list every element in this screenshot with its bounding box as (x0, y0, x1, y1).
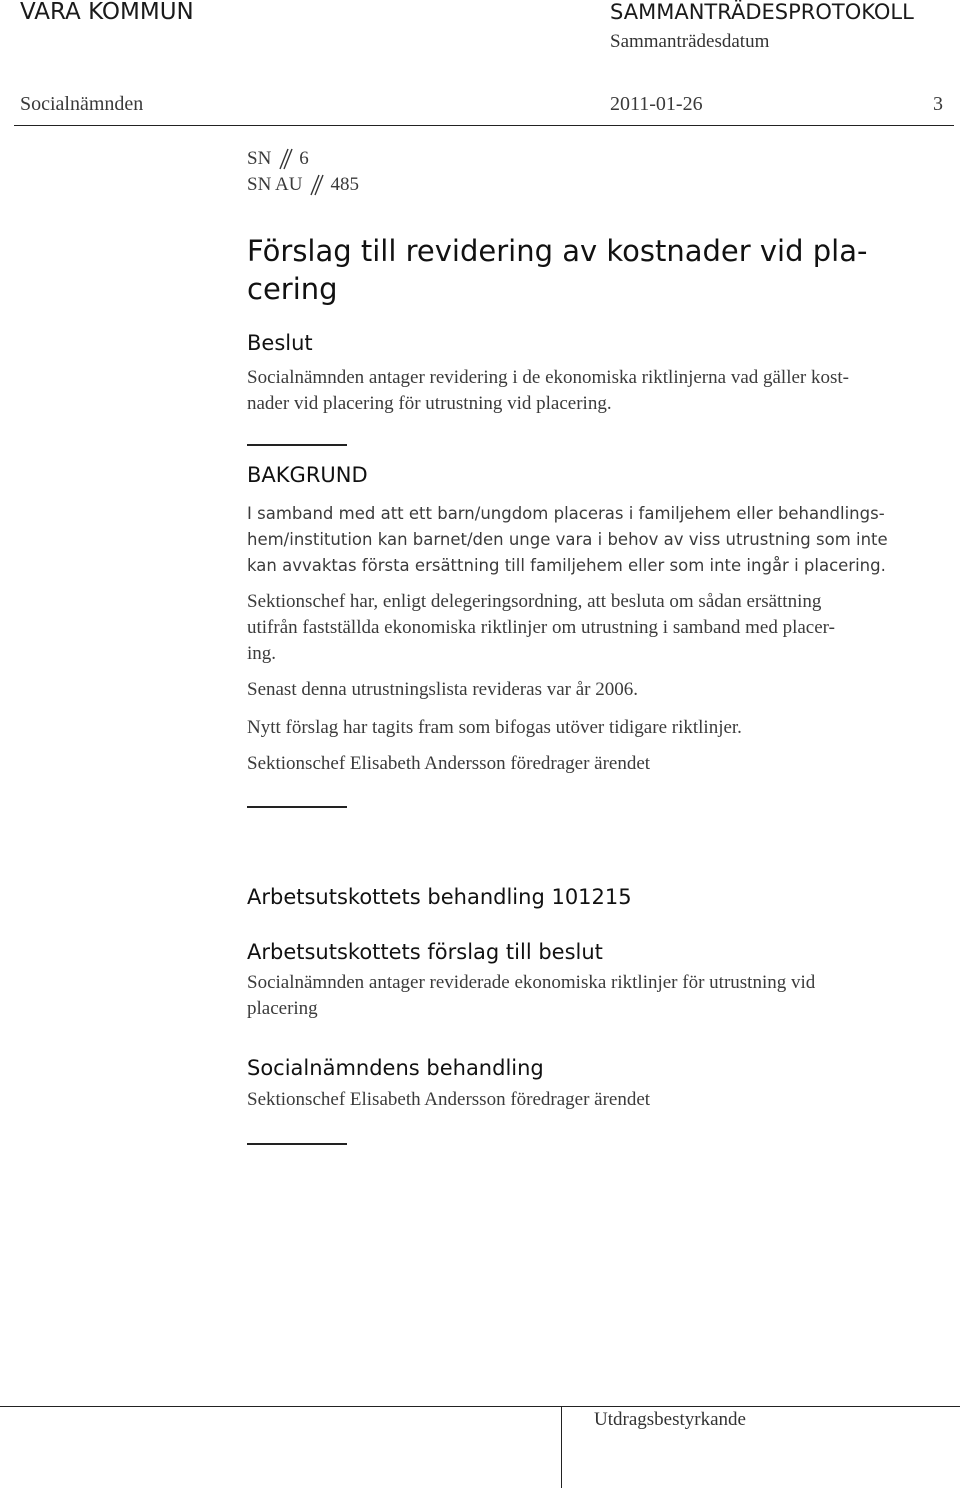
bakgrund-paragraph-5: Sektionschef Elisabeth Andersson föredrager ärendet (247, 753, 651, 774)
bakgrund-paragraph-3: Senast denna utrustningslista revideras var år 2006. (247, 679, 638, 700)
section-divider (247, 1143, 347, 1145)
bakgrund-heading: BAKGRUND (247, 463, 368, 487)
beslut-text: Socialnämnden antager revidering i de ekonomiska riktlinjerna vad gäller kost- nader vid placering för utrustning vid placering. (247, 367, 849, 414)
document-type: SAMMANTRÄDESPROTOKOLL (610, 0, 914, 24)
reference-number: 485 (330, 174, 359, 195)
certification-label: Utdragsbestyrkande (594, 1409, 746, 1430)
sn-behandling-text: Sektionschef Elisabeth Andersson föredrager ärendet (247, 1089, 651, 1110)
bakgrund-paragraph-2: Sektionschef har, enligt delegeringsordning, att besluta om sådan ersättning utifrån fastställda ekonomiska riktlinjer om utrustning i samband med placer- ing. (247, 591, 835, 664)
section-sign-icon (302, 172, 330, 198)
beslut-heading: Beslut (247, 331, 313, 355)
reference-sn (247, 146, 359, 172)
page-title: Förslag till revidering av kostnader vid pla- cering (247, 234, 868, 306)
au-forslag-text: Socialnämnden antager reviderade ekonomiska riktlinjer för utrustning vid placering (247, 972, 816, 1019)
reference-block (247, 146, 359, 198)
footer-divider (0, 1406, 960, 1407)
footer-column-divider (561, 1406, 562, 1488)
section-divider (247, 444, 347, 446)
au-behandling-heading: Arbetsutskottets behandling 101215 (247, 885, 632, 909)
section-sign-icon (271, 146, 299, 172)
header-divider (14, 125, 954, 126)
meeting-date-label: Sammanträdesdatum (610, 31, 770, 52)
sn-behandling-heading: Socialnämndens behandling (247, 1056, 544, 1080)
bakgrund-paragraph-1: I samband med att ett barn/ungdom placeras i familjehem eller behandlings- hem/institution kan barnet/den unge vara i behov av viss utrustning som inte kan avvaktas första ersättning till familjehem eller som inte ingår i placering. (247, 504, 888, 575)
reference-number: 6 (299, 148, 309, 169)
meeting-date: 2011-01-26 (610, 93, 703, 115)
bakgrund-paragraph-4: Nytt förslag har tagits fram som bifogas utöver tidigare riktlinjer. (247, 717, 742, 738)
reference-prefix: SN (247, 148, 272, 169)
reference-prefix: SN AU (247, 174, 303, 195)
au-forslag-heading: Arbetsutskottets förslag till beslut (247, 940, 603, 964)
organization-name: VARA KOMMUN (20, 0, 194, 25)
page-number: 3 (933, 93, 943, 115)
body-name: Socialnämnden (20, 93, 144, 115)
reference-sn-au (247, 172, 359, 198)
section-divider (247, 806, 347, 808)
